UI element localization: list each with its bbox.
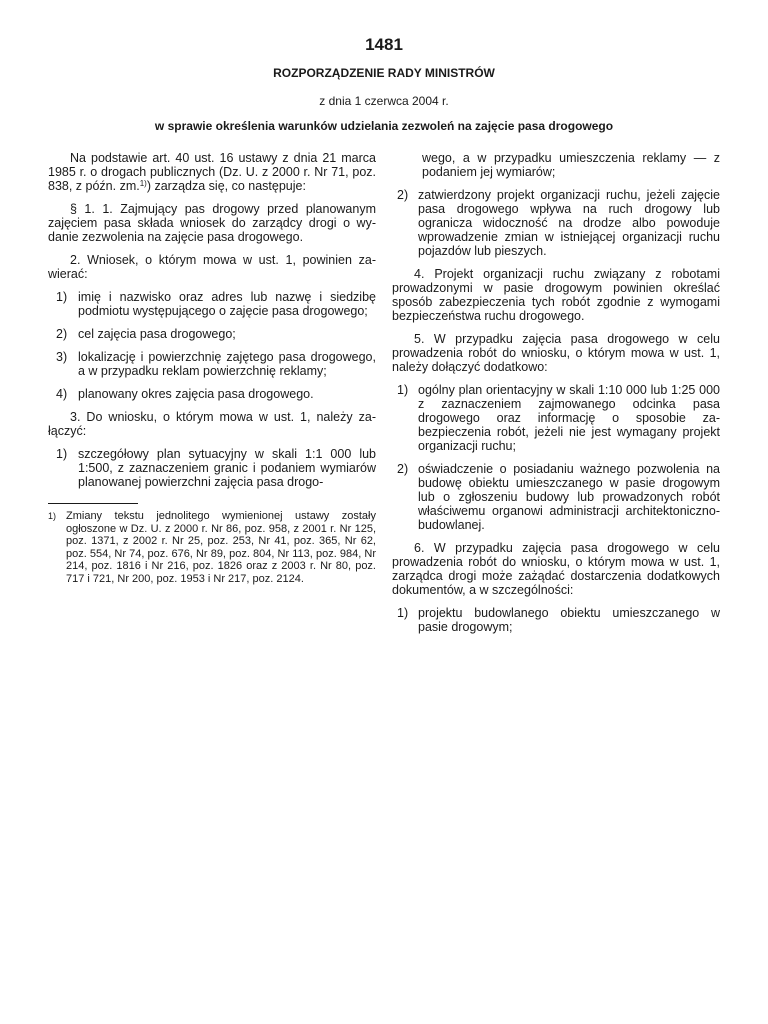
list-text: wego, a w przypadku umieszczenia reklamy — z podaniem jej wymiarów; <box>422 151 720 179</box>
footnote-divider <box>48 503 138 504</box>
list-text: cel zajęcia pasa drogowego; <box>78 327 236 341</box>
footnote-text: Zmiany tekstu jednolitego wymienionej ustawy zostały ogłoszone w Dz. U. z 2000 r. Nr 86, poz. 958, z 2001 r. Nr 125, poz. 1371, z 2002 r. Nr 25, poz. 253, Nr 41, poz. 365, Nr 62, poz. 554, Nr 74, poz. 676, Nr 89, poz. 804, Nr 113, poz. 984, Nr 214, poz. 1816 i Nr 216, poz. 1826 oraz z 2003 r. Nr 80, poz. 717 i 721, Nr 200, poz. 1953 i Nr 217, poz. 2124. <box>66 510 376 585</box>
list-text: zatwierdzony projekt organizacji ruchu, jeżeli zajęcie pasa drogowego wpływa na ruch drogowy lub ogranicza widoczność na drodze albo powoduje wprowadzenie zmian w istniejącej organizacji ruchu pojazdów lub pieszych. <box>418 188 720 258</box>
list-text: imię i nazwisko oraz adres lub nazwę i siedzibę podmiotu występującego o zajęcie pasa drogowego; <box>78 290 376 318</box>
list-item <box>48 327 376 341</box>
right-column <box>392 151 720 643</box>
list-number: 2) <box>397 462 409 476</box>
list-number: 2) <box>56 327 68 341</box>
footnote-number: 1) <box>48 511 57 521</box>
list-item <box>48 290 376 318</box>
left-column <box>48 151 376 585</box>
footnote <box>48 510 376 585</box>
list-item <box>392 188 720 258</box>
list-number: 3) <box>56 350 68 364</box>
paragraph-1-3: 3. Do wniosku, o którym mowa w ust. 1, należy załączyć: <box>48 410 376 438</box>
act-date: z dnia 1 czerwca 2004 r. <box>319 94 449 108</box>
list-item <box>392 462 720 532</box>
list-item <box>48 387 376 401</box>
act-title: ROZPORZĄDZENIE RADY MINISTRÓW <box>273 66 495 80</box>
list-number: 2) <box>397 188 409 202</box>
list-documents <box>392 606 720 634</box>
preamble <box>48 151 376 193</box>
list-number: 1) <box>397 606 409 620</box>
act-subject: w sprawie określenia warunków udzielania zezwoleń na zajęcie pasa drogowego <box>154 119 614 133</box>
list-text: szczegółowy plan sytuacyjny w skali 1:1 000 lub 1:500, z zaznaczeniem granic i podaniem wymiarów planowanej powierzchni zajęcia pasa drogo- <box>78 447 376 489</box>
list-number: 1) <box>56 447 68 461</box>
list-text: planowany okres zajęcia pasa drogowego. <box>78 387 314 401</box>
paragraph-1-5: 5. W przypadku zajęcia pasa drogowego w celu prowadzenia robót do wniosku, o którym mowa w ust. 1, należy dołączyć dodatkowo: <box>392 332 720 374</box>
preamble-text-b: ) zarządza się, co następuje: <box>146 179 306 193</box>
footnote-ref[interactable]: 1) <box>139 179 147 188</box>
list-attachments <box>48 447 376 489</box>
list-number: 1) <box>397 383 409 397</box>
list-item <box>48 350 376 378</box>
page-number: 1481 <box>365 35 403 54</box>
list-text: oświadczenie o posiadaniu ważnego pozwolenia na budowę obiektu umieszczanego w pasie drogowym lub o zgłoszeniu budowy lub prowadzonych robót właściwemu organowi administracji architektoniczno-budowlanej. <box>418 462 720 532</box>
list-requirements <box>48 290 376 401</box>
list-number: 1) <box>56 290 68 304</box>
paragraph-1-2: 2. Wniosek, o którym mowa w ust. 1, powinien zawierać: <box>48 253 376 281</box>
preamble-text-a: Na podstawie art. 40 ust. 16 ustawy z dnia 21 marca 1985 r. o drogach publicznych (Dz. U. z 2000 r. Nr 71, poz. 838, z późn. zm. <box>48 151 376 193</box>
list-item <box>392 383 720 453</box>
list-text: lokalizację i powierzchnię zajętego pasa drogowego, a w przypadku reklam powierzchnię reklamy; <box>78 350 376 378</box>
list-item <box>392 606 720 634</box>
list-text: projektu budowlanego obiektu umieszczanego w pasie drogowym; <box>418 606 720 634</box>
list-item <box>48 447 376 489</box>
list-item-continuation <box>392 151 720 179</box>
paragraph-1-1: § 1. 1. Zajmujący pas drogowy przed planowanym zajęciem pasa składa wniosek do zarządcy drogi o wydanie zezwolenia na zajęcie pasa drogowego. <box>48 202 376 244</box>
list-text: ogólny plan orientacyjny w skali 1:10 000 lub 1:25 000 z zaznaczeniem zajmowanego odcinka pasa drogowego oraz informację o sposobie zabezpieczenia robót, jeżeli nie jest wymagany projekt organizacji ruchu; <box>418 383 720 453</box>
paragraph-1-4: 4. Projekt organizacji ruchu związany z robotami prowadzonymi w pasie drogowym powinien określać sposób zabezpieczenia tych robót zgodnie z wymogami bezpieczeństwa ruchu drogowego. <box>392 267 720 323</box>
list-additional <box>392 383 720 532</box>
list-number: 4) <box>56 387 68 401</box>
paragraph-1-6: 6. W przypadku zajęcia pasa drogowego w celu prowadzenia robót do wniosku, o którym mowa w ust. 1, zarządca drogi może zażądać dostarczenia dodatkowych dokumentów, a w szczególności: <box>392 541 720 597</box>
